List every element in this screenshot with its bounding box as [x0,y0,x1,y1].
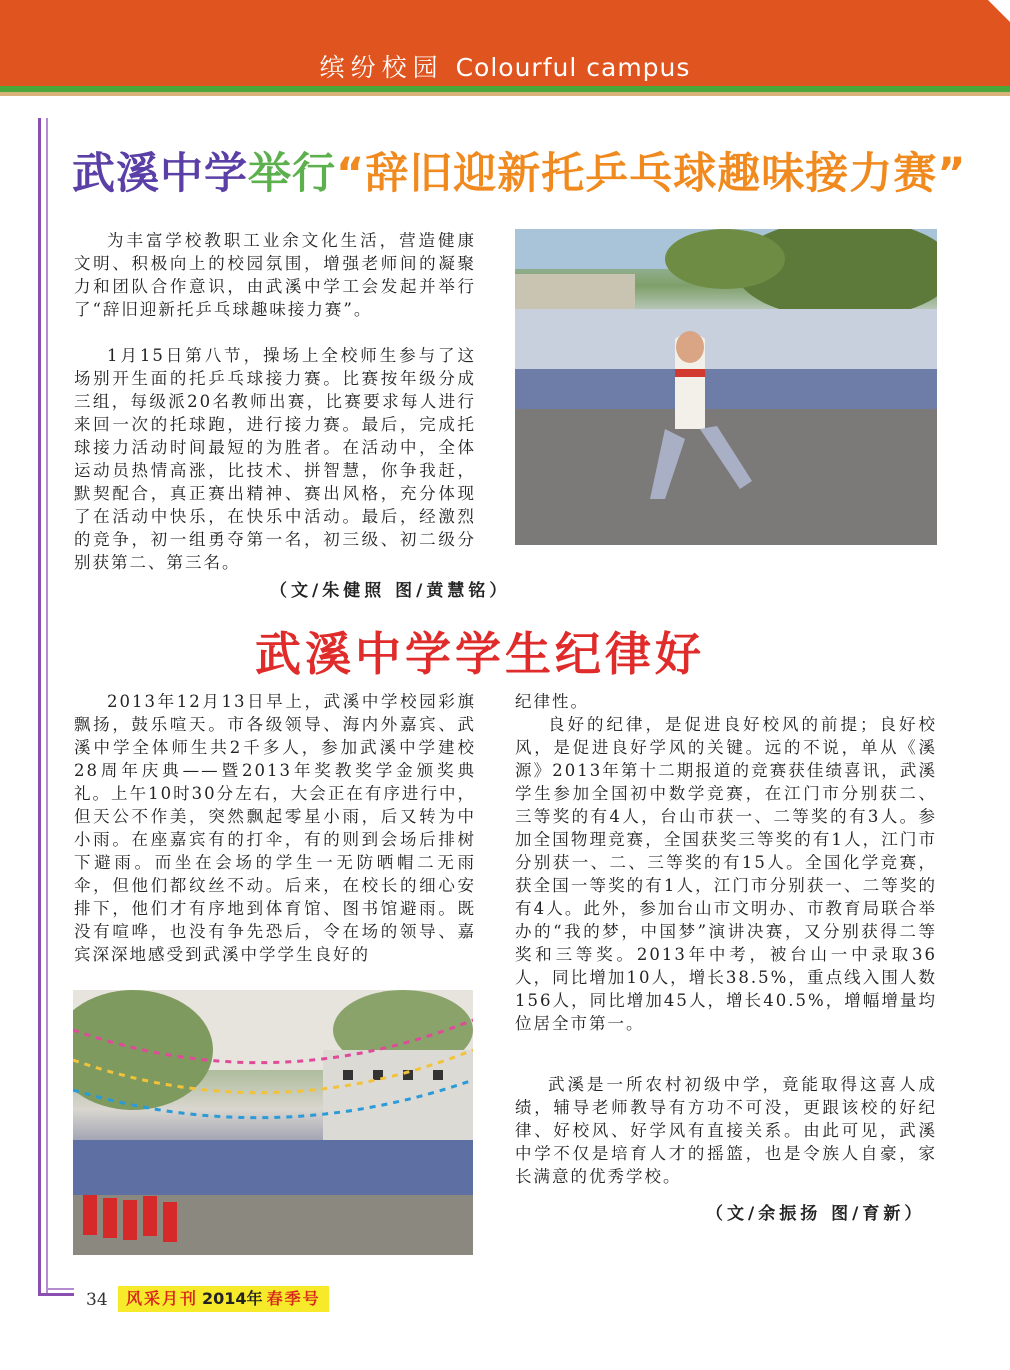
magazine-name: 风采月刊 [126,1289,199,1308]
article2-left-paragraph: 2013年12月13日早上，武溪中学校园彩旗飘扬，鼓乐喧天。市各级领导、海内外嘉宾、武溪中学全体师生共2千多人，参加武溪中学建校28周年庆典——暨2013年奖教奖学金颁奖典礼。上午10时30分左右，大会正在有序进行中，但天公不作美，突然飘起零星小雨，后又转为中小雨。在座嘉宾有的打伞，有的则到会场后排树下避雨。而坐在会场的学生一无防晒帽二无雨伞，但他们都纹丝不动。后来，在校长的细心安排下，他们才有序地到体育馆、图书馆避雨。既没有喧哗，也没有争先恐后，令在场的领导、嘉宾深深地感受到武溪中学学生良好的 [74,692,476,964]
article1-title-part2: 举行 [248,149,336,199]
article2-right-paragraph-2: 武溪是一所农村初级中学，竟能取得这喜人成绩，辅导老师教导有方功不可没，更跟该校的好纪律、好校风、好学风有直接关系。由此可见，武溪中学不仅是培育人才的摇篮，也是令族人自豪，家长满意的优秀学校。 [515,1075,937,1186]
article1-paragraph-2: 1月15日第八节，操场上全校师生参与了这场别开生面的托乒乓球接力赛。比赛按年级分成三组，每级派20名教师出赛，比赛要求每人进行来回一次的托球跑，进行接力赛。最后，完成托球接力活动时间最短的为胜者。在活动中，全体运动员热情高涨，比技术、拼智慧，你争我赶，默契配合，真正赛出精神、赛出风格，充分体现了在活动中快乐，在快乐中活动。最后，经激烈的竞争，初一组勇夺第一名，初三级、初二级分别获第二、第三名。 [74,346,476,572]
section-title-en: Colourful campus [455,53,691,82]
page-number: 34 [86,1290,108,1310]
folded-corner [988,0,1010,22]
frame-line-inner [46,118,48,1293]
article1-title [72,140,967,201]
magazine-badge [118,1286,329,1312]
article2-credit: （文/余振扬 图/育新） [706,1204,926,1224]
frame-foot-inner [46,1288,74,1290]
article1-title-part3: “辞旧迎新托乒乓球趣味接力赛” [336,149,967,199]
magazine-year: 2014年 [202,1289,263,1308]
header-tan-stripe [0,92,1010,96]
frame-foot-outer [38,1293,74,1296]
article2-title: 武溪中学学生纪律好 [255,627,705,681]
article1-title-part1: 武溪中学 [72,149,248,199]
ceremony-photo [73,990,473,1255]
frame-line-outer [38,118,41,1293]
article2-right-paragraph-1: 良好的纪律，是促进良好校风的前提；良好校风，是促进良好学风的关键。远的不说，单从《溪源》2013年第十二期报道的竞赛获佳绩喜讯，武溪学生参加全国初中数学竞赛，在江门市分别获二、三等奖的有4人，台山市获一、二等奖的有3人。参加全国物理竞赛，全国获奖三等奖的有1人，江门市分别获一、二、三等奖的有15人。全国化学竞赛，获全国一等奖的有1人，江门市分别获一、二等奖的有4人。此外，参加台山市文明办、市教育局联合举办的“我的梦，中国梦”演讲决赛，又分别获得二等奖和三等奖。2013年中考，被台山一中录取36人，同比增加10人，增长38.5%，重点线入围人数156人，同比增加45人，增长40.5%，增幅增量均位居全市第一。 [515,715,937,1033]
magazine-issue: 春季号 [266,1289,321,1308]
article1-credit: （文/朱健照 图/黄慧铭） [270,581,511,601]
section-title-zh: 缤纷校园 [319,53,444,82]
section-header [0,48,1010,84]
relay-race-photo [515,229,937,545]
article2-right-continuation: 纪律性。 [515,692,589,711]
article1-paragraph-1: 为丰富学校教职工业余文化生活，营造健康文明、积极向上的校园氛围，增强老师间的凝聚力和团队合作意识，由武溪中学工会发起并举行了“辞旧迎新托乒乓球趣味接力赛”。 [74,231,476,319]
